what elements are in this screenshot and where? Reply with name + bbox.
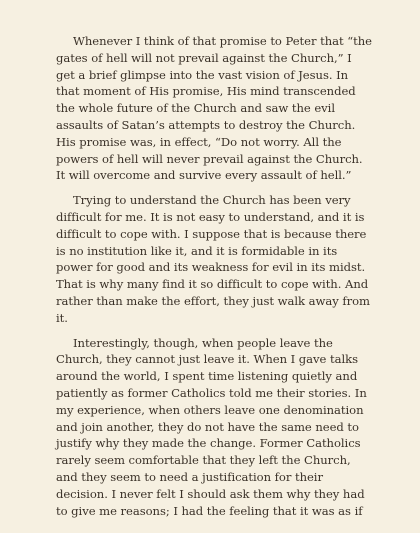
paragraph-1: Whenever I think of that promise to Peter that “the gates of hell will not prevail against the Church,” I get a brief glimpse into the vast vision of Jesus. In that moment of His promise, His mind transcended the whole future of the Church and saw the evil assaults of Satan’s attempts to destroy the Church. His promise was, in effect, “Do not worry. All the powers of hell will never prevail against the Church. It will overcome and survive every assault of hell.” xyxy=(56,34,372,183)
body-text xyxy=(56,33,374,519)
paragraph-2: Trying to understand the Church has been very difficult for me. It is not easy to understand, and it is difficult to cope with. I suppose that is because there is no institution like it, and it is formidable in its power for good and its weakness for evil in its midst. That is why many find it so difficult to cope with. And rather than make the effort, they just walk away from it. xyxy=(56,193,370,325)
paragraph-3: Interestingly, though, when people leave the Church, they cannot just leave it. When I gave talks around the world, I spent time listening quietly and patiently as former Catholics told me their stories. In my experience, when others leave one denomination and join another, they do not have the same need to justify why they made the change. Former Catholics rarely seem comfortable that they left the Church, and they seem to need a justification for their decision. I never felt I should ask them why they had to give me reasons; I had the feeling that it was as if xyxy=(56,335,367,518)
